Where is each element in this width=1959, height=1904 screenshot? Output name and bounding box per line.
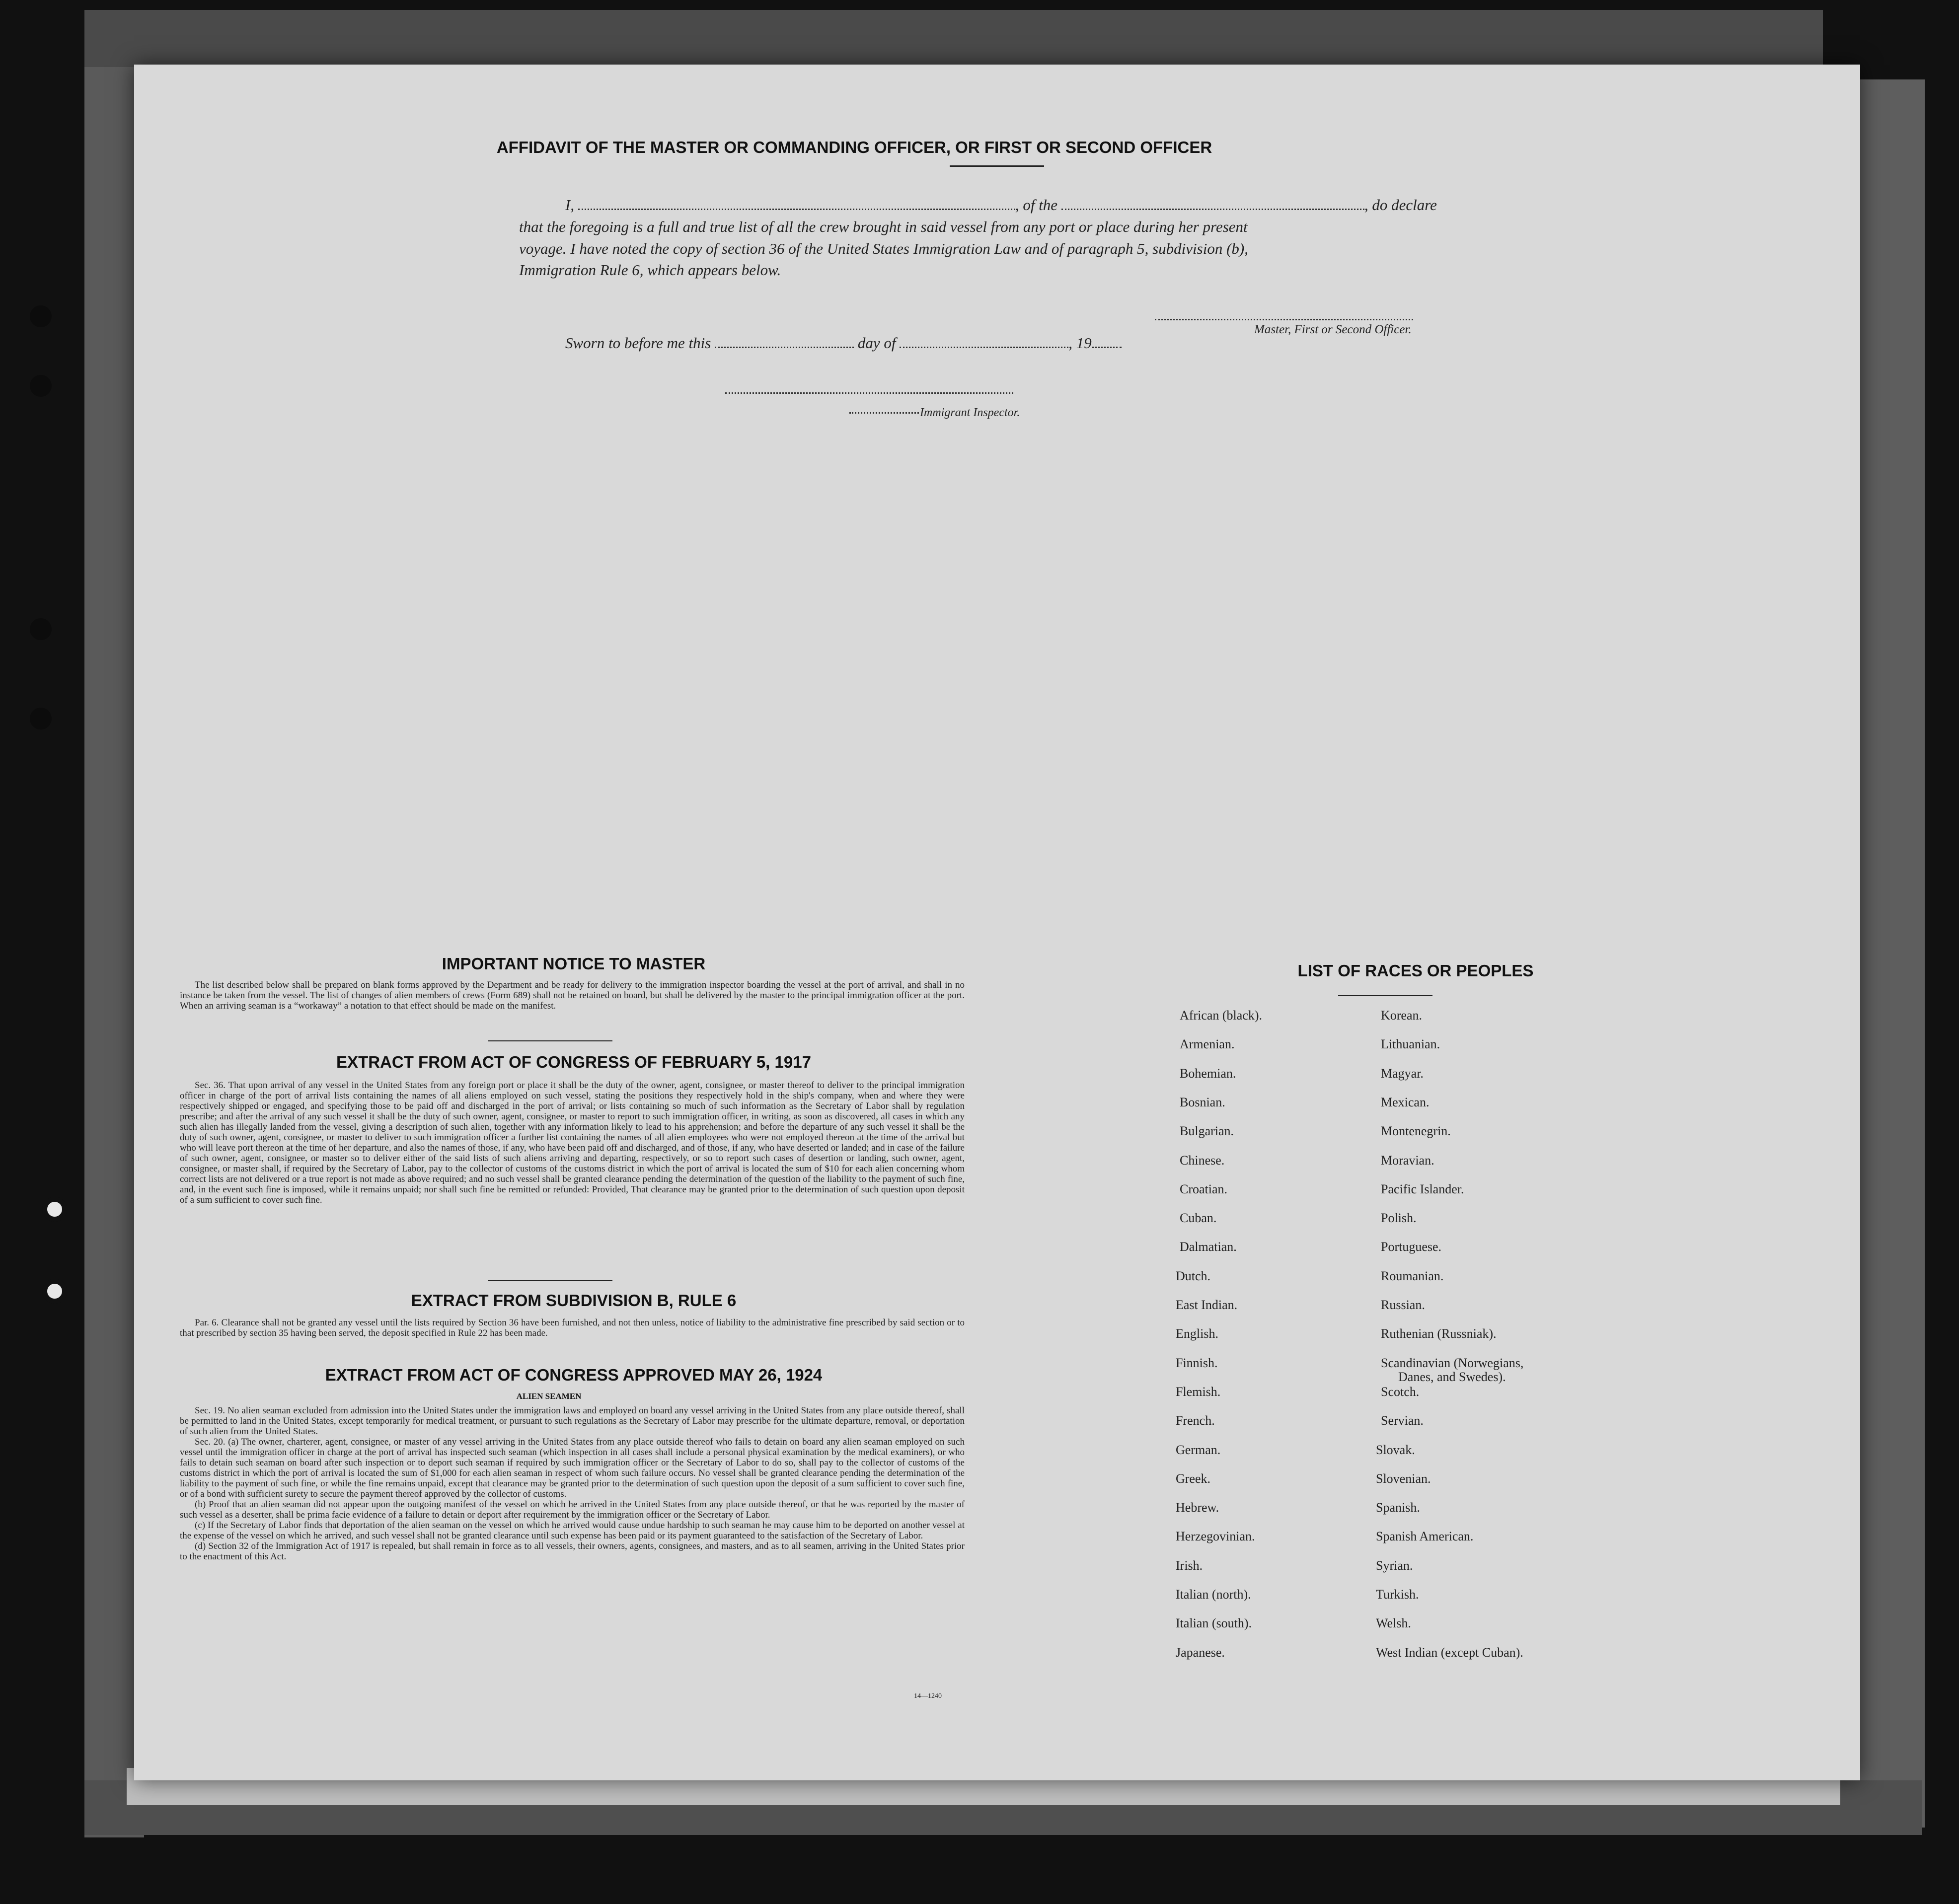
binder-hole-icon bbox=[42, 1197, 67, 1222]
sec-20c-paragraph: (c) If the Secretary of Labor finds that deportation of the alien seaman on the vessel on which he arrived would cause undue hardship to such seaman he may cause him to be deported on another vessel at the expense of the vessel on which he arrived, and such vessel shall not be granted clearance until such expense has been paid or its payment guaranteed to the satisfaction of the Secretary of Labor. bbox=[180, 1520, 965, 1541]
race-item: Hebrew. bbox=[1176, 1500, 1219, 1515]
race-item: Lithuanian. bbox=[1381, 1037, 1440, 1052]
race-item: Chinese. bbox=[1180, 1153, 1225, 1168]
extract-1917-title: EXTRACT FROM ACT OF CONGRESS OF FEBRUARY 5, 1917 bbox=[336, 1053, 811, 1071]
race-item: Italian (north). bbox=[1176, 1587, 1251, 1602]
section-36-paragraph: Sec. 36. That upon arrival of any vessel in the United States from any foreign port or place it shall be the duty of the owner, agent, consignee, or master thereof to deliver to the principal immigration officer in charge of the port of arrival lists containing the names of all aliens employed on such vessel, stating the positions they respectively hold in the ship's company, when and where they were respectively shipped or engaged, and specifying those to be paid off and discharged in the port of arrival; or lists containing so much of such information as the Secretary of Labor shall by regulation prescribe; and after the arrival of any such vessel it shall be the duty of such owner, agent, consignee, or master to report to such immigration officer, in writing, as soon as discovered, all cases in which any such alien has illegally landed from the vessel, giving a description of such alien, together with any information likely to lead to his apprehension; and before the departure of any such vessel it shall be the duty of such owner, agent, consignee, or master to deliver to such immigration officer a further list containing the names of all alien employees who were not employed thereon at the time of the arrival but who will leave port thereon at the time of her departure, and also the names of those, if any, who have been paid off and discharged, and of those, if any, who have deserted or landed; and in case of the failure of such owner, agent, consignee, or master so to deliver either of the said lists of such aliens arriving and departing, respectively, or so to report such cases of desertion or landing, such owner, agent, consignee, or master shall, if required by the Secretary of Labor, pay to the collector of customs of the customs district in which the port of arrival is located the sum of $10 for each alien concerning whom correct lists are not delivered or a true report is not made as above required; and no such vessel shall be granted clearance pending the determination of the question of the liability to the payment of such fine, and, in the event such fine is imposed, while it remains unpaid; nor shall such fine be remitted or refunded: Provided, That clearance may be granted prior to the determination of such question upon deposit of a sum sufficient to cover such fine. bbox=[180, 1080, 965, 1205]
race-item: Bosnian. bbox=[1180, 1095, 1225, 1109]
sworn-line bbox=[565, 333, 1122, 354]
race-item: Mexican. bbox=[1381, 1095, 1430, 1109]
affidavit-line-2: that the foregoing is a full and true list of all the crew brought in said vessel from any port or place during her present bbox=[519, 218, 1248, 235]
underlying-sheet-right bbox=[1860, 79, 1925, 1828]
affidavit-line-4: Immigration Rule 6, which appears below. bbox=[519, 261, 781, 279]
race-item: Welsh. bbox=[1376, 1616, 1411, 1631]
race-item: Croatian. bbox=[1180, 1181, 1228, 1196]
race-item: Bohemian. bbox=[1180, 1066, 1236, 1081]
affidavit-of-the: , of the bbox=[1015, 196, 1058, 214]
races-title: LIST OF RACES OR PEOPLES bbox=[1297, 961, 1534, 980]
race-item: German. bbox=[1176, 1442, 1221, 1457]
alien-seamen-subtitle: ALIEN SEAMEN bbox=[516, 1391, 582, 1401]
race-item: Korean. bbox=[1381, 1008, 1423, 1023]
race-item: Russian. bbox=[1381, 1298, 1425, 1312]
race-item: Japanese. bbox=[1176, 1645, 1225, 1660]
binder-hole-icon bbox=[30, 305, 52, 327]
race-item: Ruthenian (Russniak). bbox=[1381, 1326, 1497, 1341]
affidavit-line-1 bbox=[565, 195, 1437, 216]
sworn-month-blank[interactable] bbox=[900, 342, 1068, 348]
extract-1917-text bbox=[180, 1080, 965, 1205]
race-item: Turkish. bbox=[1376, 1587, 1419, 1602]
race-item: Dutch. bbox=[1176, 1268, 1211, 1283]
binder-hole-icon bbox=[42, 1279, 67, 1304]
rule-6-title: EXTRACT FROM SUBDIVISION B, RULE 6 bbox=[411, 1291, 737, 1310]
sec-20d-paragraph: (d) Section 32 of the Immigration Act of 1917 is repealed, but shall remain in force as to all vessels, their owners, agents, consignees, and masters, and as to all seamen, arriving in the United States prior to the enactment of this Act. bbox=[180, 1541, 965, 1562]
master-label: Master, First or Second Officer. bbox=[1254, 323, 1412, 336]
year-text: , 19 bbox=[1068, 334, 1092, 352]
vessel-blank[interactable] bbox=[1061, 204, 1364, 210]
notice-paragraph: The list described below shall be prepared on blank forms approved by the Department and be ready for delivery to the immigration inspector boarding the vessel at the port of arrival, and shall in no instance be taken from the vessel. The list of changes of alien members of crews (Form 689) shall not be retained on board, but shall be delivered by the master to the principal immigration officer at the port. When an arriving seaman is a “workaway” a notation to that effect should be made on the manifest. bbox=[180, 980, 965, 1011]
sec-19-paragraph: Sec. 19. No alien seaman excluded from admission into the United States under the immigration laws and employed on board any vessel arriving in the United States from any place outside thereof, shall be permitted to land in the United States, except temporarily for medical treatment, or pursuant to such regulations as the Secretary of Labor may prescribe for the ultimate departure, removal, or deportation of such alien from the United States. bbox=[180, 1405, 965, 1437]
race-item: Armenian. bbox=[1180, 1037, 1235, 1052]
day-of-text: day of bbox=[857, 334, 896, 352]
race-item: Flemish. bbox=[1176, 1384, 1221, 1399]
extract-1924-text bbox=[180, 1405, 965, 1562]
race-item: Polish. bbox=[1381, 1211, 1417, 1226]
notice-text bbox=[180, 980, 965, 1011]
race-item: Magyar. bbox=[1381, 1066, 1424, 1081]
race-item: Slovenian. bbox=[1376, 1471, 1431, 1486]
race-item: Cuban. bbox=[1180, 1211, 1217, 1226]
race-item: Scandinavian (Norwegians, bbox=[1381, 1355, 1524, 1370]
race-item: Moravian. bbox=[1381, 1153, 1434, 1168]
race-item: Spanish American. bbox=[1376, 1529, 1474, 1544]
notice-title: IMPORTANT NOTICE TO MASTER bbox=[442, 954, 706, 973]
year-blank[interactable] bbox=[1092, 342, 1122, 348]
race-item: Slovak. bbox=[1376, 1442, 1415, 1457]
race-item: Servian. bbox=[1381, 1413, 1424, 1428]
race-item: Spanish. bbox=[1376, 1500, 1420, 1515]
race-item: Finnish. bbox=[1176, 1355, 1218, 1370]
affidavit-line-3: voyage. I have noted the copy of section 36 of the United States Immigration Law and of paragraph 5, subdivision (b), bbox=[519, 240, 1248, 257]
race-item: Dalmatian. bbox=[1180, 1240, 1237, 1254]
sec-20b-paragraph: (b) Proof that an alien seaman did not appear upon the outgoing manifest of the vessel on which he arrived in the United States from any place outside thereof, or that he was reported by the master of such vessel as a deserter, shall be prima facie evidence of a failure to detain or deport after requirement by the immigration officer or the Secretary of Labor. bbox=[180, 1499, 965, 1520]
race-item: Irish. bbox=[1176, 1558, 1203, 1573]
race-item: East Indian. bbox=[1176, 1298, 1238, 1312]
race-item: Syrian. bbox=[1376, 1558, 1413, 1573]
manifest-page bbox=[134, 65, 1860, 1780]
underlying-sheet-top bbox=[84, 10, 1823, 67]
affidavit-title: AFFIDAVIT OF THE MASTER OR COMMANDING OFFICER, OR FIRST OR SECOND OFFICER bbox=[496, 138, 1212, 156]
race-item: Herzegovinian. bbox=[1176, 1529, 1255, 1544]
race-item: Bulgarian. bbox=[1180, 1124, 1234, 1139]
race-item: Montenegrin. bbox=[1381, 1124, 1451, 1139]
race-item-continuation: Danes, and Swedes). bbox=[1398, 1369, 1506, 1384]
notice-rule bbox=[488, 1040, 612, 1041]
extract-1917-rule bbox=[488, 1280, 612, 1281]
inspector-signature-blank[interactable] bbox=[725, 387, 1013, 394]
affidavit-title-rule bbox=[950, 165, 1044, 167]
race-item: Greek. bbox=[1176, 1471, 1211, 1486]
race-item: Portuguese. bbox=[1381, 1240, 1442, 1254]
affidavit-i: I, bbox=[565, 196, 575, 214]
rule-6-paragraph: Par. 6. Clearance shall not be granted any vessel until the lists required by Section 36 have been furnished, and not then unless, notice of liability to the administrative fine prescribed by said section or to that prescribed by section 35 having been served, the deposit specified in Rule 22 has been made. bbox=[180, 1318, 965, 1338]
inspector-label: Immigrant Inspector. bbox=[920, 406, 1020, 419]
sworn-day-blank[interactable] bbox=[715, 342, 854, 348]
sec-20a-paragraph: Sec. 20. (a) The owner, charterer, agent, consignee, or master of any vessel arriving in the United States from any place outside thereof who fails to detain on board any alien seaman employed on such vessel until the immigration officer in charge at the port of arrival has inspected such seaman (which inspection in all cases shall include a personal physical examination by the medical examiners), or who fails to detain such seaman on board after such inspection or to deport such seaman if required by such immigration officer or the Secretary of Labor to do so, shall pay to the collector of customs of the customs district in which the port of arrival is located the sum of $1,000 for each alien seaman in respect of whom such failure occurs. No vessel shall be granted clearance pending the determination of the liability to the payment of such fine, or while the fine remains unpaid, except that clearance may be granted prior to the determination of such question upon the deposit of a sum sufficient to cover such fine, or of a bond with sufficient surety to secure the payment thereof approved by the collector of customs. bbox=[180, 1437, 965, 1499]
race-item: Scotch. bbox=[1381, 1384, 1420, 1399]
race-item: English. bbox=[1176, 1326, 1218, 1341]
sworn-text: Sworn to before me this bbox=[565, 334, 711, 352]
races-title-rule bbox=[1338, 995, 1432, 996]
rule-6-text bbox=[180, 1318, 965, 1338]
extract-1924-title: EXTRACT FROM ACT OF CONGRESS APPROVED MAY 26, 1924 bbox=[325, 1366, 823, 1384]
race-item: Pacific Islander. bbox=[1381, 1181, 1464, 1196]
race-item: West Indian (except Cuban). bbox=[1376, 1645, 1523, 1660]
inspector-dash bbox=[849, 407, 919, 414]
name-blank[interactable] bbox=[578, 204, 1015, 210]
affidavit-declare: , do declare bbox=[1364, 196, 1437, 214]
race-item: Italian (south). bbox=[1176, 1616, 1252, 1631]
binder-hole-icon bbox=[30, 618, 52, 640]
race-item: African (black). bbox=[1180, 1008, 1263, 1023]
race-item: Roumanian. bbox=[1381, 1268, 1444, 1283]
race-item: French. bbox=[1176, 1413, 1215, 1428]
binder-hole-icon bbox=[30, 708, 52, 730]
form-number: 14—1240 bbox=[914, 1692, 942, 1700]
binder-hole-icon bbox=[30, 375, 52, 397]
